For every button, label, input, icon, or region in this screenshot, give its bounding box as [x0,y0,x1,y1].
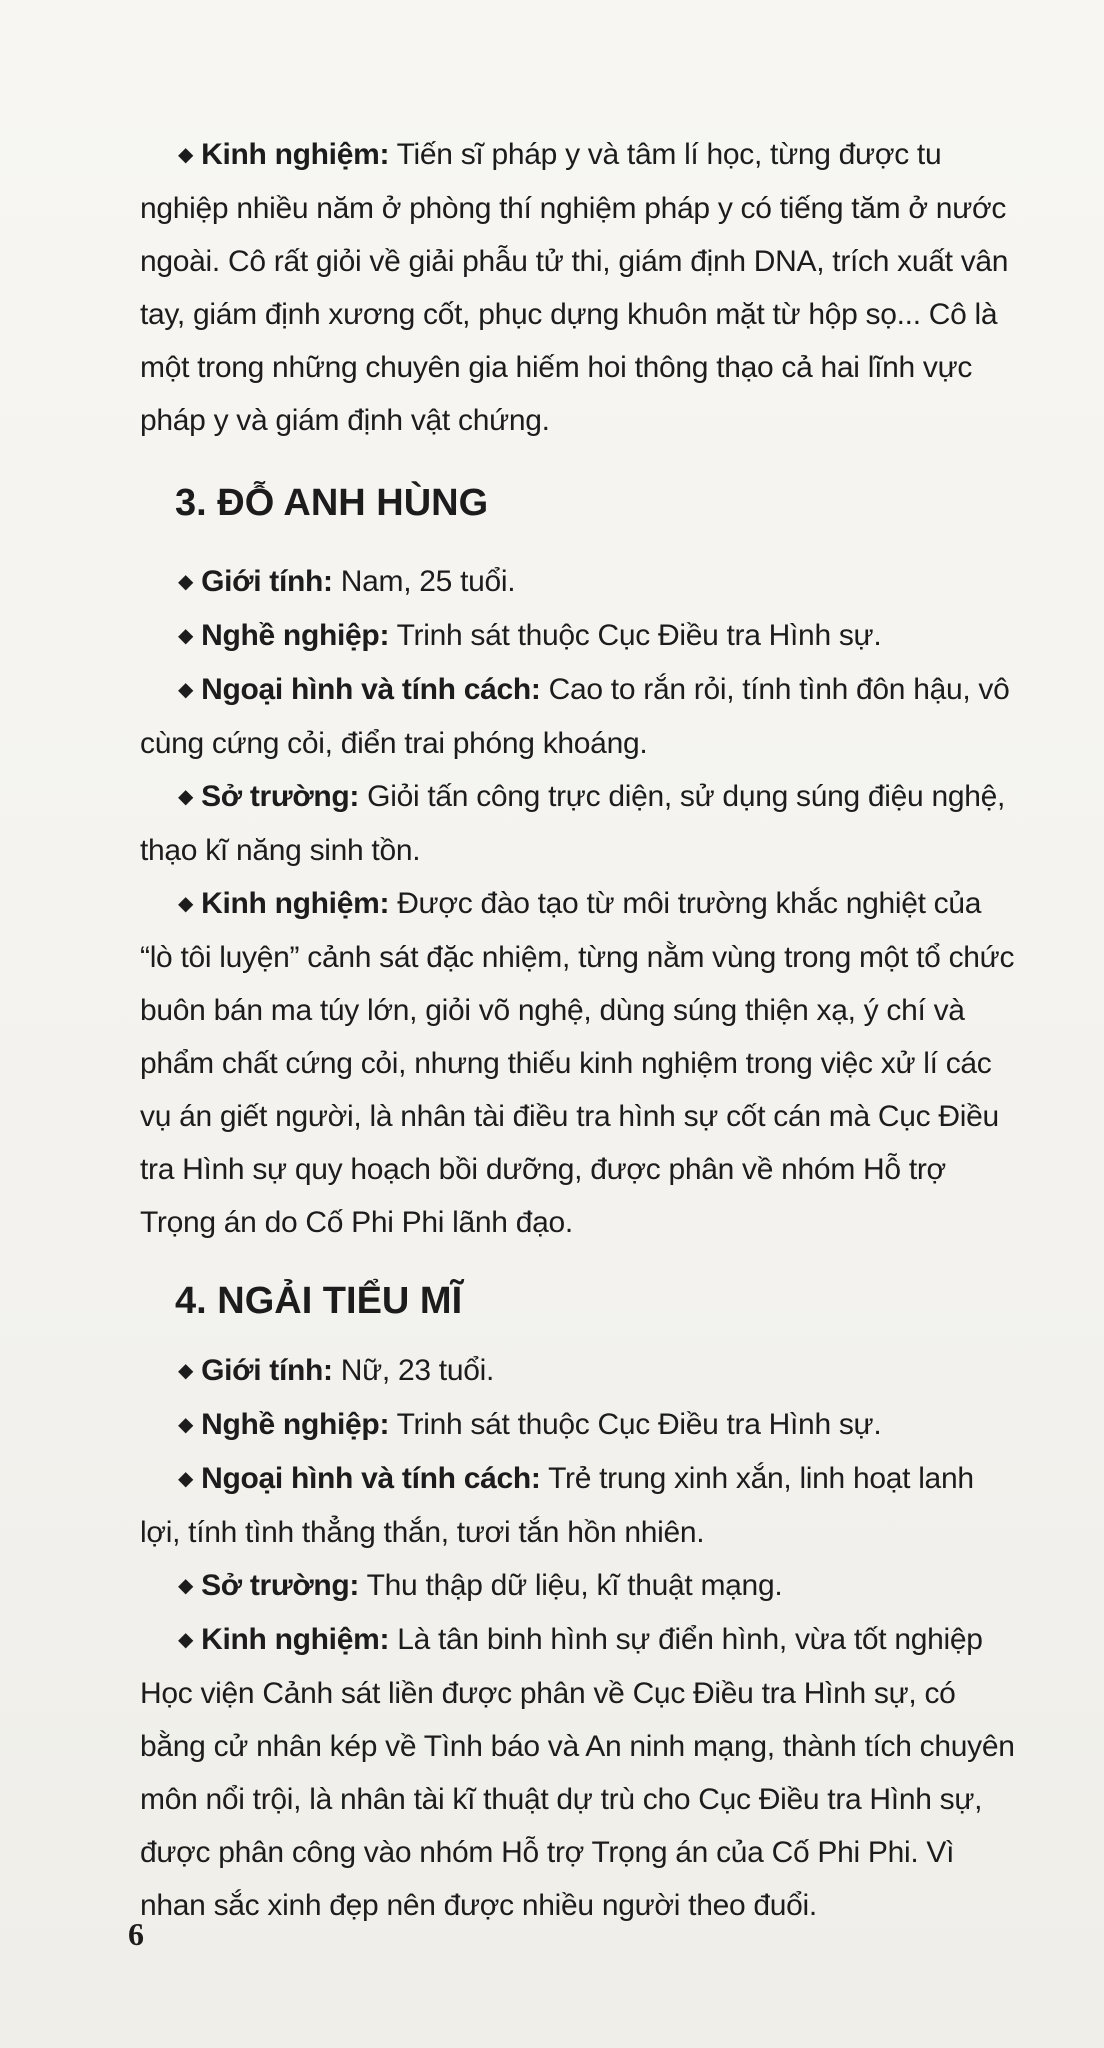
bullet-icon: ◆ [178,1468,194,1490]
bullet-icon: ◆ [178,893,194,915]
gender-label: Giới tính: [201,1354,333,1387]
appearance-text: Cao to rắn rỏi, tính tình đôn hậu, vô cùng cứng cỏi, điển trai phóng khoáng. [140,673,1010,760]
experience-paragraph [140,877,1020,1249]
bullet-icon: ◆ [178,1575,194,1597]
appearance-paragraph [140,1452,1020,1559]
bullet-icon: ◆ [178,1360,194,1382]
bullet-icon: ◆ [178,1414,194,1436]
skill-paragraph [140,1559,1020,1613]
appearance-label: Ngoại hình và tính cách: [201,673,541,706]
job-paragraph [140,609,1020,663]
bullet-icon: ◆ [178,786,194,808]
section-heading: 4. NGẢI TIỂU MĨ [175,1280,463,1322]
job-text: Trinh sát thuộc Cục Điều tra Hình sự. [396,619,882,652]
experience-paragraph [140,128,1020,447]
experience-label: Kinh nghiệm: [201,138,390,171]
appearance-text: Trẻ trung xinh xắn, linh hoạt lanh lợi, tính tình thẳng thắn, tươi tắn hồn nhiên. [140,1462,974,1549]
experience-label: Kinh nghiệm: [201,887,390,920]
bullet-icon: ◆ [178,1629,194,1651]
page-number: 6 [128,1916,144,1952]
experience-text: Được đào tạo từ môi trường khắc nghiệt của “lò tôi luyện” cảnh sát đặc nhiệm, từng nằm vùng trong một tổ chức buôn bán ma túy lớn, giỏi võ nghệ, dùng súng thiện xạ, ý chí và phẩm chất cứng cỏi, nhưng thiếu kinh nghiệm trong việc xử lí các vụ án giết người, là nhân tài điều tra hình sự cốt cán mà Cục Điều tra Hình sự quy hoạch bồi dưỡng, được phân về nhóm Hỗ trợ Trọng án do Cố Phi Phi lãnh đạo. [140,887,1015,1239]
appearance-paragraph [140,663,1020,770]
experience-paragraph [140,1613,1020,1932]
job-text: Trinh sát thuộc Cục Điều tra Hình sự. [396,1408,882,1441]
experience-label: Kinh nghiệm: [201,1623,390,1656]
skill-paragraph [140,770,1020,877]
profile-section-3 [140,555,1020,1249]
bullet-icon: ◆ [178,144,194,166]
bullet-icon: ◆ [178,625,194,647]
section-heading: 3. ĐỖ ANH HÙNG [175,482,489,524]
appearance-label: Ngoại hình và tính cách: [201,1462,541,1495]
gender-text: Nữ, 23 tuổi. [340,1354,495,1387]
continued-profile [140,128,1020,447]
skill-label: Sở trường: [201,1569,360,1602]
skill-text: Giỏi tấn công trực diện, sử dụng súng điệu nghệ, thạo kĩ năng sinh tồn. [140,780,1006,867]
bullet-icon: ◆ [178,571,194,593]
skill-text: Thu thập dữ liệu, kĩ thuật mạng. [366,1569,783,1602]
bullet-icon: ◆ [178,679,194,701]
gender-label: Giới tính: [201,565,333,598]
gender-paragraph [140,1344,1020,1398]
profile-section-4 [140,1344,1020,1932]
job-paragraph [140,1398,1020,1452]
job-label: Nghề nghiệp: [201,619,390,652]
gender-text: Nam, 25 tuổi. [340,565,516,598]
experience-text: Tiến sĩ pháp y và tâm lí học, từng được tu nghiệp nhiều năm ở phòng thí nghiệm pháp y có tiếng tăm ở nước ngoài. Cô rất giỏi về giải phẫu tử thi, giám định DNA, trích xuất vân tay, giám định xương cốt, phục dựng khuôn mặt từ hộp sọ... Cô là một trong những chuyên gia hiếm hoi thông thạo cả hai lĩnh vực pháp y và giám định vật chứng. [140,138,1009,437]
job-label: Nghề nghiệp: [201,1408,390,1441]
skill-label: Sở trường: [201,780,360,813]
gender-paragraph [140,555,1020,609]
experience-text: Là tân binh hình sự điển hình, vừa tốt nghiệp Học viện Cảnh sát liền được phân về Cục Điều tra Hình sự, có bằng cử nhân kép về Tình báo và An ninh mạng, thành tích chuyên môn nổi trội, là nhân tài kĩ thuật dự trù cho Cục Điều tra Hình sự, được phân công vào nhóm Hỗ trợ Trọng án của Cố Phi Phi. Vì nhan sắc xinh đẹp nên được nhiều người theo đuổi. [140,1623,1015,1922]
